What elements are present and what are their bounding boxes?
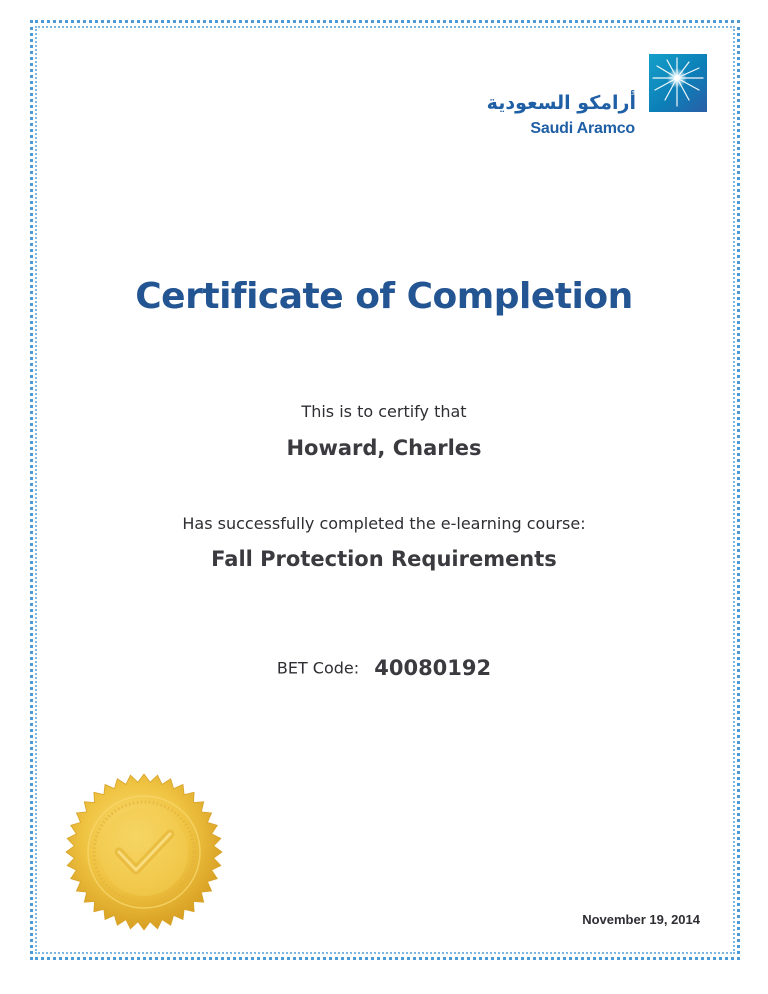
certify-line: This is to certify that	[301, 402, 467, 421]
aramco-star-icon	[649, 54, 707, 112]
completed-line: Has successfully completed the e-learning course:	[182, 514, 586, 533]
gold-seal-checkmark-icon	[64, 772, 224, 932]
recipient-name: Howard, Charles	[286, 436, 482, 460]
brand-name-arabic: أرامكو السعودية	[486, 92, 636, 114]
brand-name-english: Saudi Aramco	[530, 120, 635, 137]
course-name: Fall Protection Requirements	[211, 547, 557, 571]
bet-code-label: BET Code:	[276, 658, 360, 678]
bet-code-value: 40080192	[374, 656, 492, 680]
bet-code-row	[0, 656, 768, 680]
completion-date: November 19, 2014	[582, 912, 700, 927]
certificate-title: Certificate of Completion	[135, 276, 633, 317]
